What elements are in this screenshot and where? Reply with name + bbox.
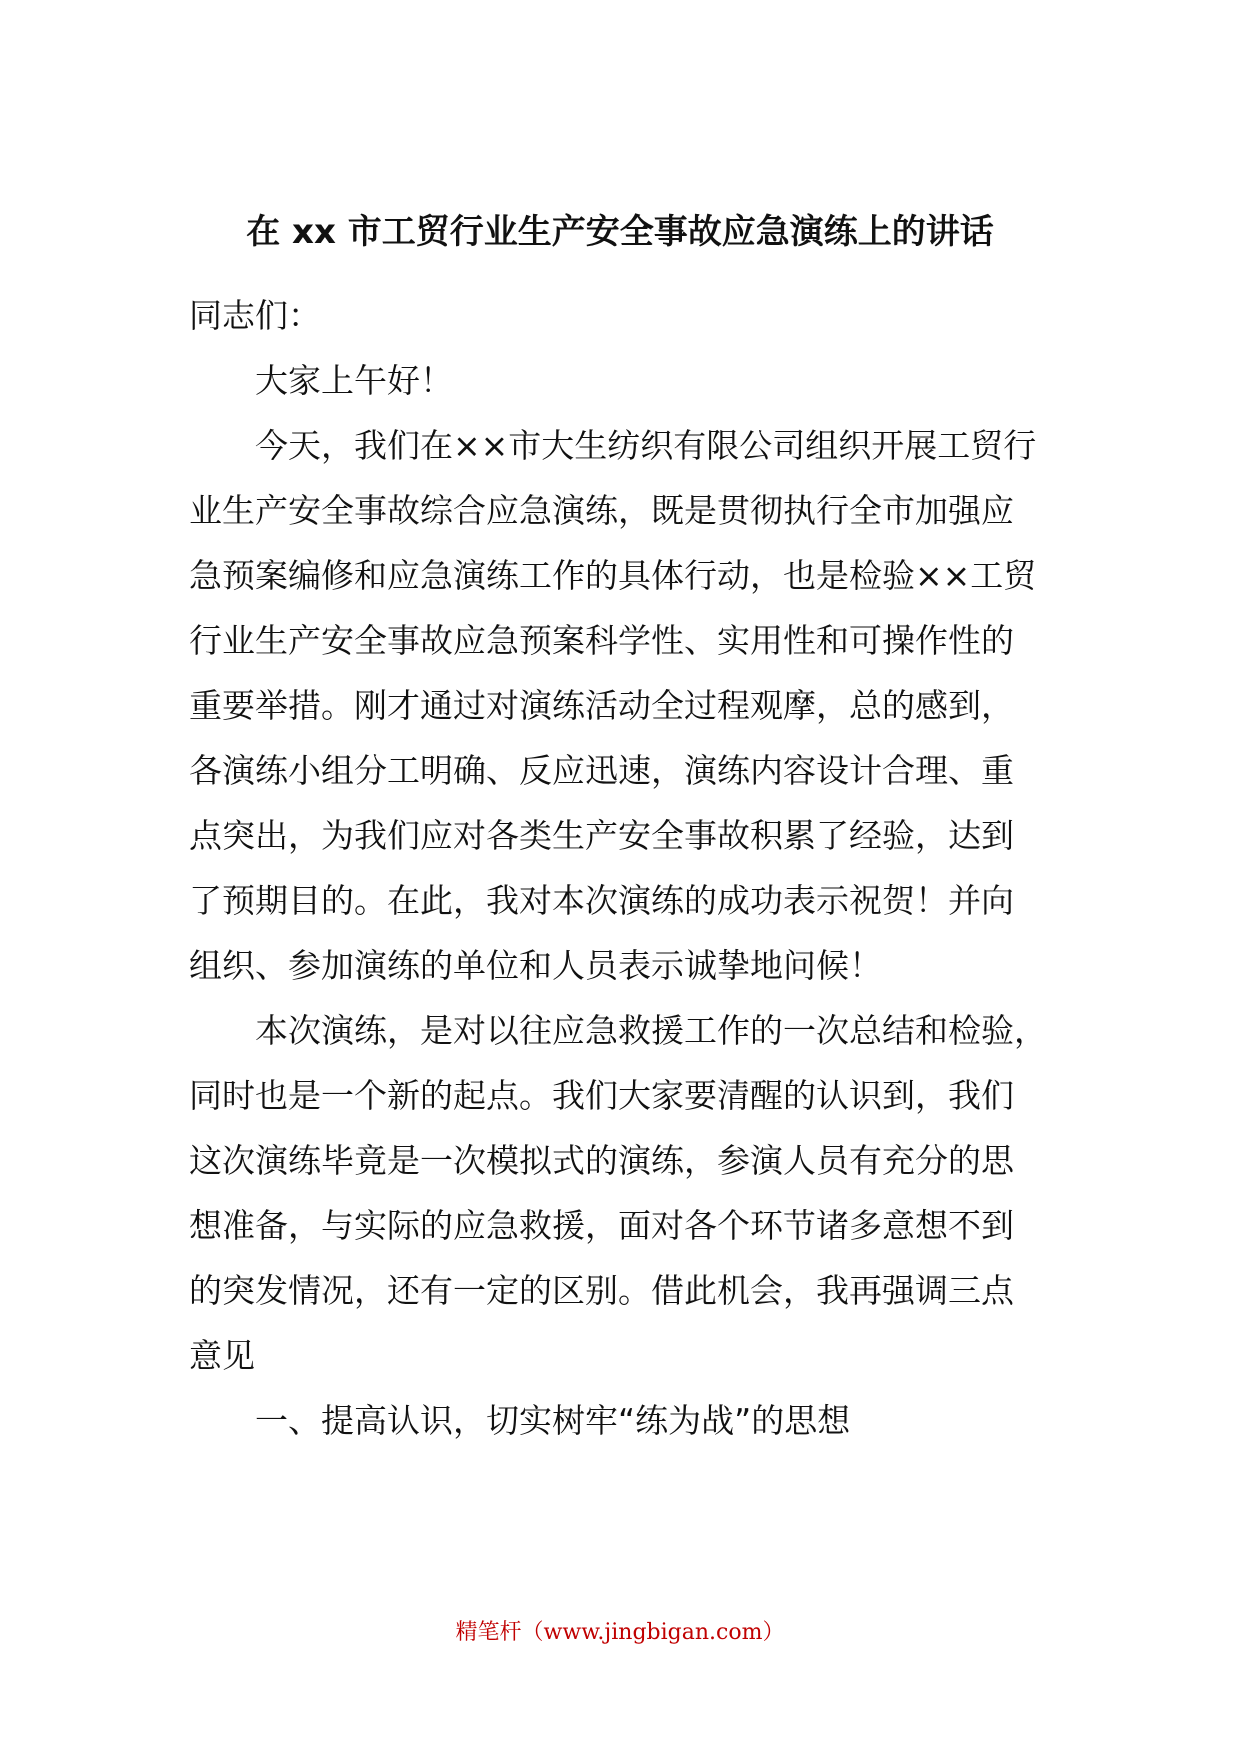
footer-watermark: 精笔杆（www.jingbigan.com）: [455, 1620, 785, 1645]
body-line: 重要举措。刚才通过对演练活动全过程观摩，总的感到，: [189, 686, 1014, 725]
body-paragraphs: [189, 413, 1059, 1453]
body-line: 一、提高认识，切实树牢“练为战”的思想: [255, 1401, 851, 1440]
salutation: 同志们：: [189, 296, 321, 335]
body-line: 组织、参加演练的单位和人员表示诚挚地问候！: [189, 946, 882, 985]
body-line: 了预期目的。在此，我对本次演练的成功表示祝贺！并向: [189, 881, 1014, 920]
body-line: 这次演练毕竟是一次模拟式的演练，参演人员有充分的思: [189, 1141, 1014, 1180]
body-line: 本次演练，是对以往应急救援工作的一次总结和检验，: [255, 1011, 1047, 1050]
body-line: 今天，我们在××市大生纺织有限公司组织开展工贸行: [255, 426, 1037, 465]
body-line: 想准备，与实际的应急救援，面对各个环节诸多意想不到: [189, 1206, 1014, 1245]
document-body: [189, 283, 1059, 1453]
greeting: 大家上午好！: [255, 361, 453, 400]
body-line: 各演练小组分工明确、反应迅速，演练内容设计合理、重: [189, 751, 1014, 790]
body-line: 同时也是一个新的起点。我们大家要清醒的认识到，我们: [189, 1076, 1014, 1115]
body-line: 意见: [189, 1336, 255, 1375]
body-line: 的突发情况，还有一定的区别。借此机会，我再强调三点: [189, 1271, 1014, 1310]
body-line: 急预案编修和应急演练工作的具体行动，也是检验××工贸: [189, 556, 1037, 595]
body-line: 行业生产安全事故应急预案科学性、实用性和可操作性的: [189, 621, 1014, 660]
document-title: 在 xx 市工贸行业生产安全事故应急演练上的讲话: [246, 212, 994, 252]
body-line: 业生产安全事故综合应急演练，既是贯彻执行全市加强应: [189, 491, 1014, 530]
body-line: 点突出，为我们应对各类生产安全事故积累了经验，达到: [189, 816, 1014, 855]
